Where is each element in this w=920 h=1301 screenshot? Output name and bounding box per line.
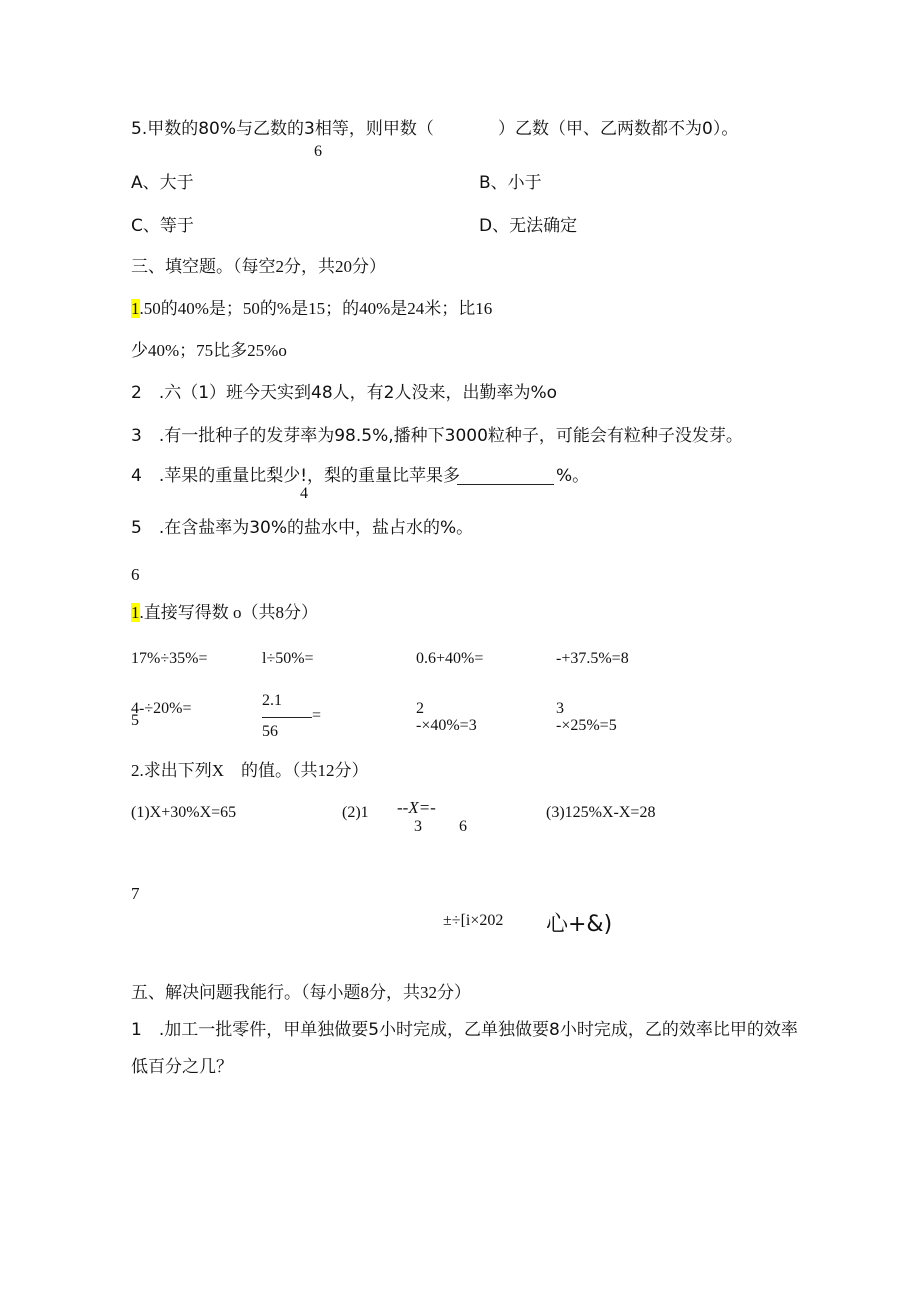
garbled-expression: ±÷[i×202 (443, 912, 504, 929)
calc-r2-c3: -×40%=3 (416, 717, 477, 734)
stray-number-7: 7 (131, 884, 140, 903)
q5-stem: 5.甲数的80%与乙数的3相等，则甲数（ (131, 119, 434, 139)
option-b: B、小于 (479, 173, 542, 193)
equation-1: (1)X+30%X=65 (131, 804, 237, 821)
s3-item1-text: .50的40%是；50的%是15；的40%是24米；比16 (139, 299, 493, 318)
highlight-number: 1 (131, 603, 140, 622)
equation-2-b: --X=- (397, 798, 436, 817)
answer-blank (457, 484, 554, 485)
option-d: D、无法确定 (479, 216, 578, 236)
s3-item1-line2: 少40%；75比多25%o (131, 341, 287, 360)
s3-item5: 5 .在含盐率为30%的盐水中，盐占水的%。 (131, 518, 474, 538)
highlight-number: 1 (131, 299, 140, 318)
s5-q1-line1: 1 .加工一批零件，甲单独做要5小时完成，乙单独做要8小时完成，乙的效率比甲的效率 (131, 1020, 798, 1040)
s3-item1 (131, 300, 492, 317)
option-a: A、大于 (131, 173, 194, 193)
s3-item3: 3 .有一批种子的发芽率为98.5%,播种下3000粒种子，可能会有粒种子没发芽。 (131, 426, 743, 446)
calc-r2-c4-top: 3 (556, 700, 564, 717)
calc-r2-c2-numerator: 2.1 (262, 692, 282, 709)
stray-number-6: 6 (131, 565, 140, 584)
q5-stem-tail: ）乙数（甲、乙两数都不为0）。 (498, 119, 739, 139)
s3-item4-denominator: 4 (300, 485, 308, 502)
garbled-expression-tail: 心+&) (546, 912, 613, 937)
s4-part1-title (131, 604, 318, 621)
calc-r2-c2-denominator: 56 (262, 723, 278, 740)
equation-2-d: 6 (459, 818, 467, 835)
calc-r2-c3-top: 2 (416, 700, 424, 717)
s3-item4-tail: %。 (556, 466, 590, 486)
equation-2-c: 3 (414, 818, 422, 835)
section3-title: 三、填空题。（每空2分，共20分） (131, 257, 386, 276)
fraction-bar (262, 717, 312, 718)
calc-r2-c1-denominator: 5 (131, 712, 139, 729)
s4-part1-title-text: .直接写得数 o（共8分） (139, 603, 318, 622)
calc-r2-c2-equals: = (312, 707, 322, 724)
s3-item4: 4 .苹果的重量比梨少!，梨的重量比苹果多 (131, 466, 461, 486)
calc-r2-c1: 4-÷20%= (131, 700, 192, 717)
s4-part2-title: 2.求出下列X 的值。（共12分） (131, 761, 369, 780)
calc-r1-c1: 17%÷35%= (131, 650, 208, 667)
s5-q1-line2: 低百分之几？ (131, 1057, 233, 1077)
equation-2-a: (2)1 (342, 804, 369, 821)
calc-r2-c4: -×25%=5 (556, 717, 617, 734)
calc-r1-c4: -+37.5%=8 (556, 650, 629, 667)
section5-title: 五、解决问题我能行。（每小题8分，共32分） (131, 983, 471, 1002)
equation-3: (3)125%X-X=28 (546, 804, 656, 821)
q5-denominator: 6 (314, 143, 322, 160)
option-c: C、等于 (131, 216, 194, 236)
calc-r1-c2: l÷50%= (262, 650, 314, 667)
s3-item2: 2 .六（1）班今天实到48人，有2人没来，出勤率为%o (131, 383, 558, 403)
calc-r1-c3: 0.6+40%= (416, 650, 484, 667)
